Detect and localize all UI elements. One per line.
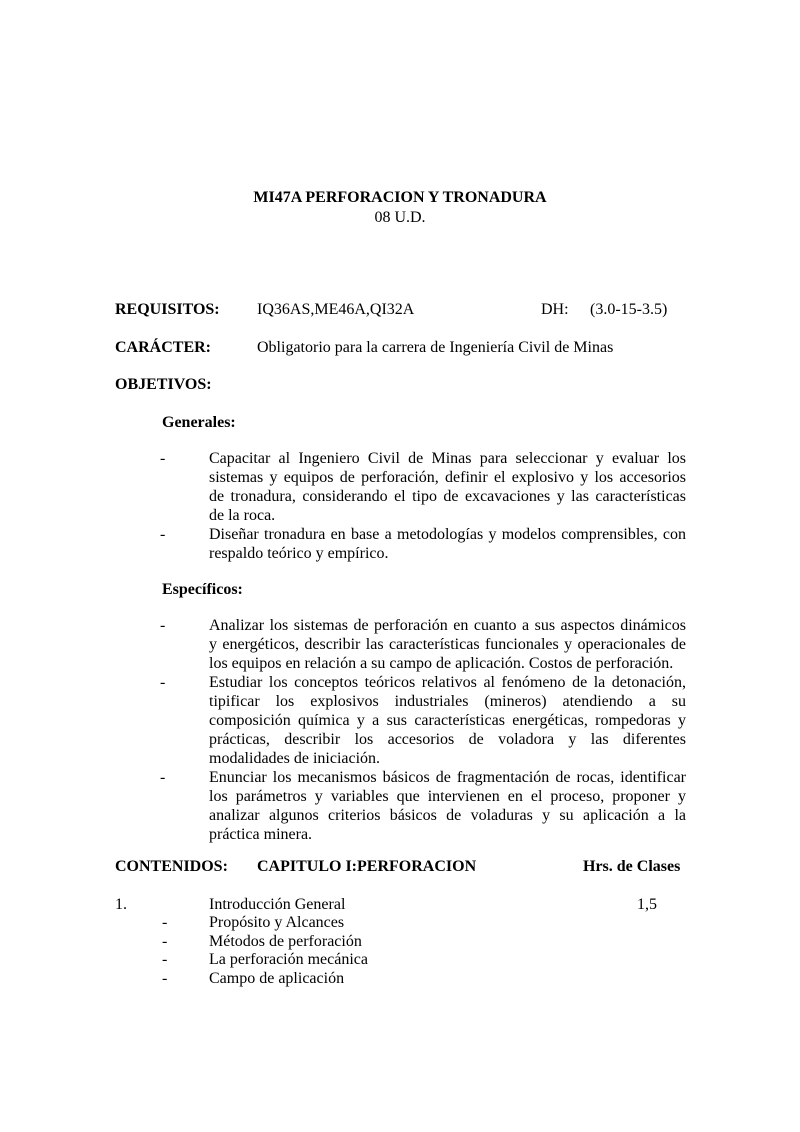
list-item (209, 673, 686, 768)
subitem-text: Campo de aplicación (209, 970, 345, 987)
paragraph-line: Estudiar los conceptos teóricos relativos al fenómeno de la detonación, (209, 674, 686, 691)
paragraph-line: tipificar los explosivos industriales (mineros) atendiendo a su (209, 693, 686, 710)
paragraph-line: respaldo teórico y empírico. (209, 545, 389, 562)
section-hours: 1,5 (637, 896, 657, 913)
paragraph-line: los parámetros y variables que intervienen en el proceso, proponer y (209, 788, 686, 805)
paragraph-line: sistemas y equipos de perforación, definir el explosivo y los accesorios (209, 469, 686, 486)
course-title: MI47A PERFORACION Y TRONADURA (253, 189, 547, 206)
objetivos-label: OBJETIVOS: (115, 376, 212, 393)
caracter-value: Obligatorio para la carrera de Ingeniería Civil de Minas (257, 339, 614, 356)
hours-header: Hrs. de Clases (583, 858, 681, 875)
paragraph-line: y energéticos, describir las características funcionales y operacionales de (209, 636, 686, 653)
requisitos-label: REQUISITOS: (115, 301, 220, 318)
paragraph-line: práctica minera. (209, 826, 313, 843)
paragraph-line: de tronadura, considerando el tipo de excavaciones y las características (209, 488, 686, 505)
caracter-label: CARÁCTER: (115, 339, 211, 356)
list-dash: - (160, 450, 166, 467)
paragraph-line: modalidades de iniciación. (209, 750, 381, 767)
list-dash: - (162, 914, 168, 931)
list-dash: - (160, 674, 166, 691)
dh-value: (3.0-15-3.5) (590, 301, 668, 318)
generales-heading: Generales: (162, 414, 236, 431)
list-dash: - (160, 617, 166, 634)
paragraph-line: Analizar los sistemas de perforación en cuanto a sus aspectos dinámicos (209, 617, 686, 634)
paragraph-line: los equipos en relación a su campo de aplicación. Costos de perforación. (209, 655, 674, 672)
list-dash: - (162, 970, 168, 987)
list-item (209, 449, 686, 525)
section-title: Introducción General (209, 896, 346, 913)
paragraph-line: Enunciar los mecanismos básicos de fragmentación de rocas, identificar (209, 769, 686, 786)
chapter-title: CAPITULO I:PERFORACION (257, 858, 477, 875)
section-number: 1. (115, 896, 127, 913)
list-dash: - (162, 951, 168, 968)
list-dash: - (162, 933, 168, 950)
paragraph-line: Diseñar tronadura en base a metodologías y modelos comprensibles, con (209, 526, 686, 543)
paragraph-line: prácticas, describir los accesorios de voladora y las diferentes (209, 731, 686, 748)
subitem-text: Propósito y Alcances (209, 914, 345, 931)
contenidos-label: CONTENIDOS: (115, 858, 228, 875)
subitem-text: Métodos de perforación (209, 933, 362, 950)
subitem-text: La perforación mecánica (209, 951, 369, 968)
list-item (209, 616, 686, 673)
requisitos-value: IQ36AS,ME46A,QI32A (257, 301, 415, 318)
paragraph-line: analizar algunos criterios básicos de voladuras y su aplicación a la (209, 807, 686, 824)
list-dash: - (160, 526, 166, 543)
especificos-heading: Específicos: (162, 581, 243, 598)
course-units: 08 U.D. (374, 209, 426, 226)
paragraph-line: composición química y a sus características energéticas, rompedoras y (209, 712, 686, 729)
paragraph-line: Capacitar al Ingeniero Civil de Minas para seleccionar y evaluar los (209, 450, 686, 467)
list-item (209, 768, 686, 844)
list-dash: - (160, 769, 166, 786)
dh-label: DH: (541, 301, 569, 318)
paragraph-line: de la roca. (209, 507, 276, 524)
list-item (209, 525, 686, 563)
